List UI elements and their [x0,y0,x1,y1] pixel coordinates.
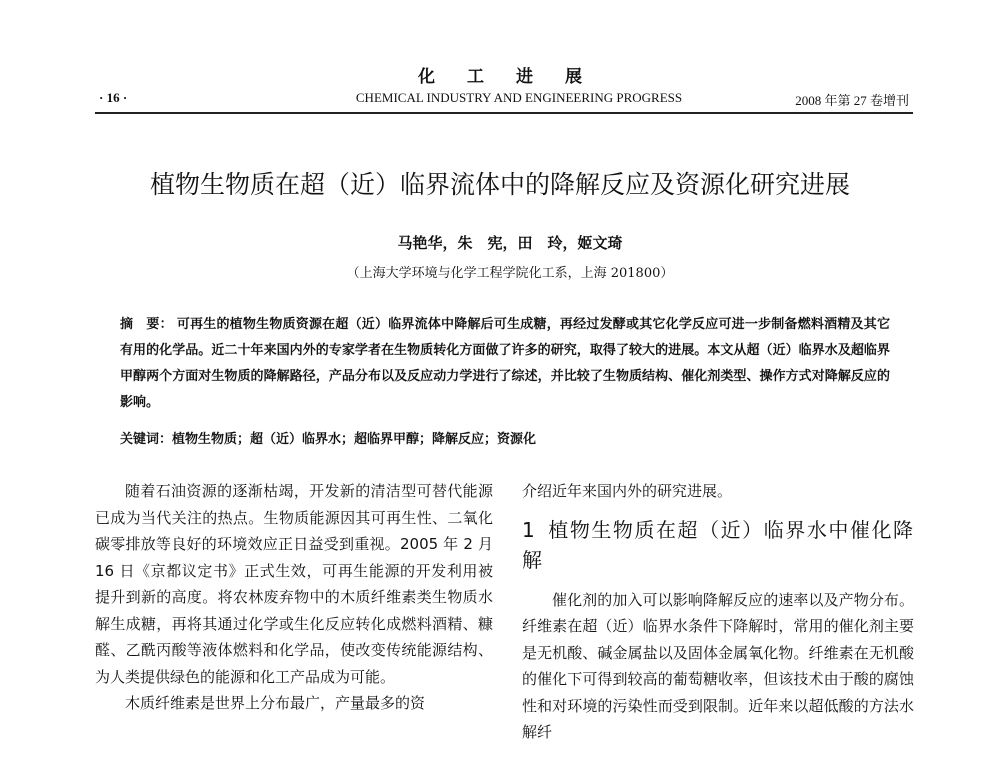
section-heading [522,515,914,575]
body-paragraph: 随着石油资源的逐渐枯竭，开发新的清洁型可替代能源已成为当代关注的热点。生物质能源因其可再生性、二氧化碳零排放等良好的环境效应正日益受到重视。2005 年 2 月 16 日《京都议定书》正式生效，可再生能源的开发利用被提升到新的高度。将农林废弃物中的木质纤维素类生物质水解生成糖，再将其通过化学或生化反应转化成燃料酒精、糠醛、乙酰丙酸等液体燃料和化学品，使改变传统能源结构、为人类提供绿色的能源和化工产品成为可能。 [95,482,493,686]
section-title: 植物生物质在超（近）临界水中催化降解 [522,517,914,572]
body-column-left [95,478,493,717]
body-paragraph: 催化剂的加入可以影响降解反应的速率以及产物分布。纤维素在超（近）临界水条件下降解时，常用的催化剂主要是无机酸、碱金属盐以及固体金属氧化物。纤维素在无机酸的催化下可得到较高的葡萄糖收率，但该技术由于酸的腐蚀性和对环境的污染性而受到限制。近年来以超低酸的方法水解纤 [522,590,914,741]
author-affiliation: （上海大学环境与化学工程学院化工系，上海 201800） [346,266,674,281]
body-paragraph: 介绍近年来国内外的研究进展。 [522,482,733,500]
section-number: 1 [522,517,536,542]
page-number: · 16 · [99,90,128,105]
body-column-right [522,478,914,746]
keywords [120,428,890,447]
article-title: 植物生物质在超（近）临界流体中的降解反应及资源化研究进展 [149,170,850,199]
journal-name-chinese: 化工进展 [418,67,614,87]
body-paragraph: 木质纤维素是世界上分布最广，产量最多的资 [125,694,426,712]
keywords-text: 植物生物质；超（近）临界水；超临界甲醇；降解反应；资源化 [172,432,537,447]
abstract-text: 可再生的植物生物质资源在超（近）临界流体中降解后可生成糖，再经过发酵或其它化学反应可进一步制备燃料酒精及其它有用的化学品。近二十年来国内外的专家学者在生物质转化方面做了许多的研究，取得了较大的进展。本文从超（近）临界水及超临界甲醇两个方面对生物质的降解路径，产品分布以及反应动力学进行了综述，并比较了生物质结构、催化剂类型、操作方式对降解反应的影响。 [120,317,890,410]
journal-name-english: CHEMICAL INDUSTRY AND ENGINEERING PROGRESS [355,90,683,105]
article-authors: 马艳华，朱 宪，田 玲，姬文琦 [397,234,623,252]
abstract [120,312,890,416]
issue-info: 2008 年第 27 卷增刊 [795,93,909,108]
keywords-label: 关键词： [120,432,173,447]
running-header [95,88,913,110]
abstract-label: 摘 要： [120,317,173,332]
header-rule [95,112,913,114]
